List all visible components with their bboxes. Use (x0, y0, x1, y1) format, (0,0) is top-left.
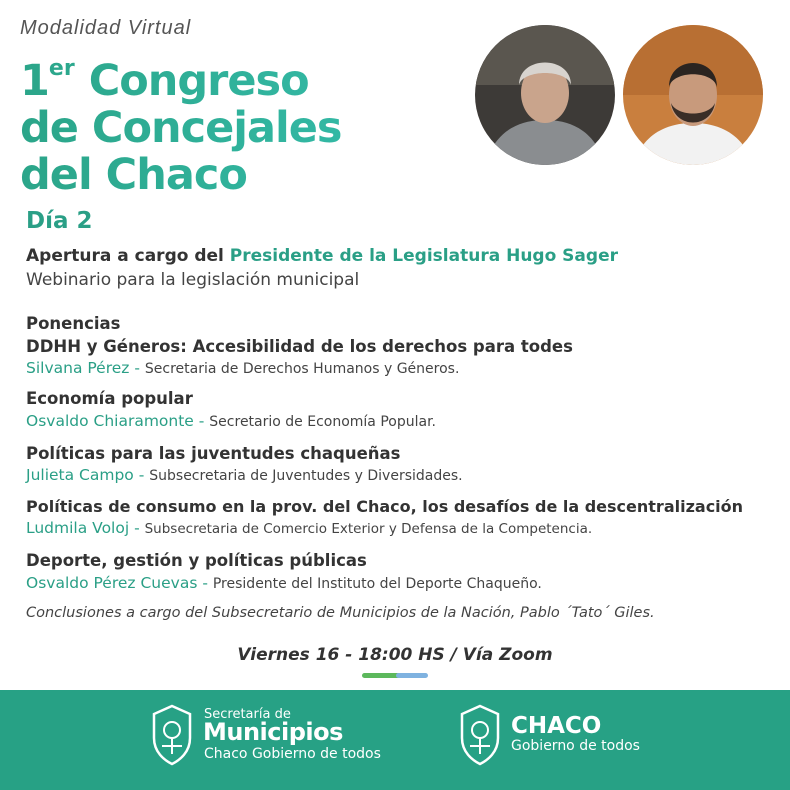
speaker-line: Julieta Campo - Subsecretaria de Juventudes y Diversidades. (26, 466, 463, 484)
ponencia-title: Políticas de consumo en la prov. del Chaco, los desafíos de la descentralización (26, 497, 744, 516)
ponencia-title: DDHH y Géneros: Accesibilidad de los derechos para todes (26, 337, 573, 356)
apertura-line: Apertura a cargo del Presidente de la Legislatura Hugo Sager (26, 246, 618, 266)
org2-tagline: Gobierno de todos (511, 738, 640, 754)
ponencias-heading: Ponencias (26, 314, 121, 333)
shield-icon (458, 704, 502, 770)
speaker-line: Ludmila Voloj - Subsecretaria de Comercio Exterior y Defensa de la Competencia. (26, 519, 593, 537)
footer-band (0, 690, 790, 790)
modalidad-label: Modalidad Virtual (20, 17, 192, 39)
org2-name: CHACO (511, 713, 602, 739)
shield-icon (150, 704, 194, 770)
org1-tagline: Chaco Gobierno de todos (204, 746, 381, 762)
speaker-line: Silvana Pérez - Secretaria de Derechos Humanos y Géneros. (26, 359, 460, 377)
speaker-line: Osvaldo Chiaramonte - Secretario de Economía Popular. (26, 412, 436, 430)
speaker-photo-older-man (475, 25, 615, 165)
org1-small-label: Secretaría de (204, 707, 291, 722)
decor-bar-blue (396, 673, 428, 678)
webinar-subtitle: Webinario para la legislación municipal (26, 270, 360, 290)
event-date: Viernes 16 - 18:00 HS / Vía Zoom (237, 645, 553, 665)
ponencia-title: Políticas para las juventudes chaqueñas (26, 444, 401, 463)
ponencia-title: Deporte, gestión y políticas públicas (26, 551, 367, 570)
speaker-photo-young-man (623, 25, 763, 165)
conclusiones-text: Conclusiones a cargo del Subsecretario de Municipios de la Nación, Pablo ´Tato´ Giles. (26, 605, 655, 621)
day-label: Día 2 (26, 208, 93, 234)
speaker-line: Osvaldo Pérez Cuevas - Presidente del Instituto del Deporte Chaqueño. (26, 574, 542, 592)
ponencia-title: Economía popular (26, 389, 193, 408)
page-title: 1er Congreso de Concejales del Chaco (20, 45, 342, 199)
org1-name: Municipios (203, 718, 343, 746)
